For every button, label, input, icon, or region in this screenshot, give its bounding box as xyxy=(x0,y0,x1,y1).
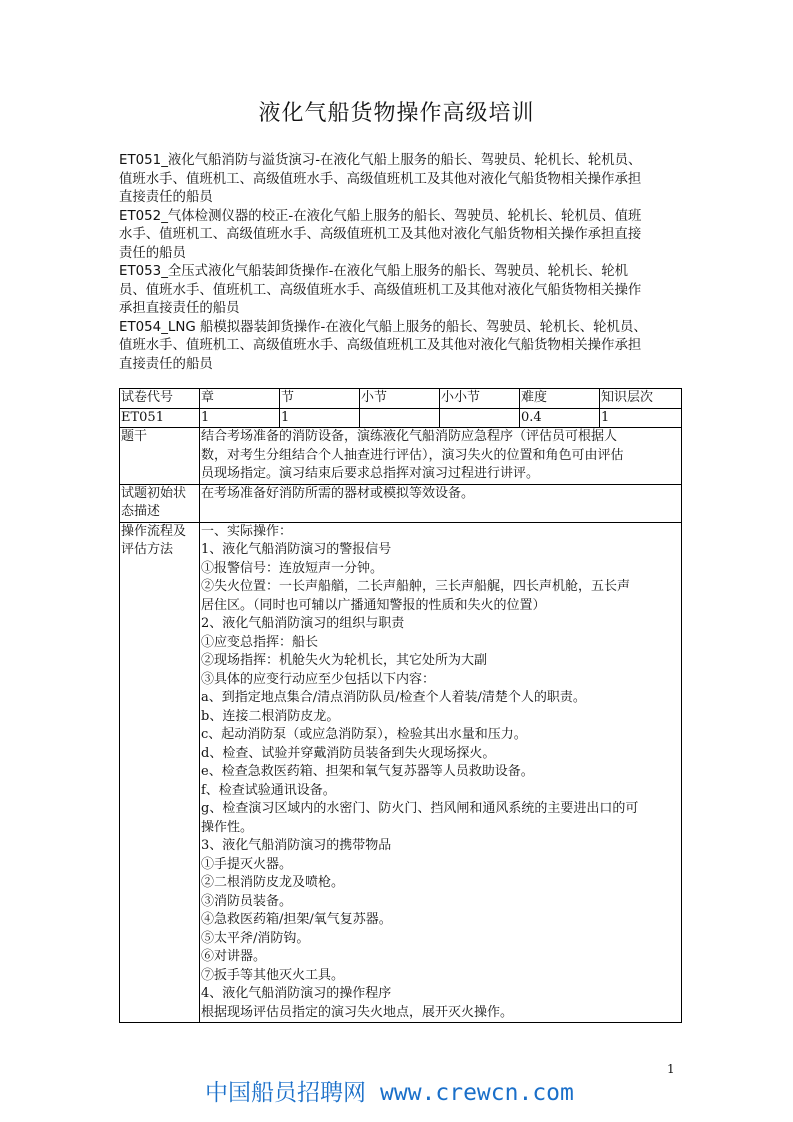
text-line: ①手提灭火器。 xyxy=(201,856,293,872)
table-cell: ET051 xyxy=(120,408,200,428)
text-line: 1、液化气船消防演习的警报信号 xyxy=(201,542,392,557)
text-line: 操作性。 xyxy=(201,819,254,835)
text-line: ②失火位置：一长声船艏，二长声船舯，三长声船艉，四长声机舱，五长声 xyxy=(201,579,631,594)
text-line: 根据现场评估员指定的演习失火地点，展开灭火操作。 xyxy=(201,1004,514,1020)
text-line: a、到指定地点集合/清点消防队员/检查个人着装/清楚个人的职责。 xyxy=(201,690,586,705)
text-line: 数，对考生分组结合个人抽查进行评估），演习失火的位置和角色可由评估 xyxy=(201,447,624,463)
process-row xyxy=(120,522,682,1023)
text-line: 操作流程及 xyxy=(121,523,187,539)
text-line: 3、液化气船消防演习的携带物品 xyxy=(201,838,392,853)
text-line: ①报警信号：连放短声一分钟。 xyxy=(201,560,384,576)
text-line: d、检查、试验并穿戴消防员装备到失火现场探火。 xyxy=(201,745,496,761)
column-header: 节 xyxy=(280,389,360,409)
intro-paragraphs xyxy=(119,152,689,374)
table-row xyxy=(120,408,682,428)
text-line: 4、液化气船消防演习的操作程序 xyxy=(201,986,392,1001)
text-line: ET052_气体检测仪器的校正-在液化气船上服务的船长、驾驶员、轮机长、轮机员、值班 xyxy=(119,208,642,224)
column-header: 章 xyxy=(200,389,280,409)
text-line: 一、实际操作： xyxy=(201,523,293,539)
table-header-row xyxy=(120,389,682,409)
stem-label: 题干 xyxy=(120,428,200,485)
text-line: 员、值班水手、值班机工、高级值班水手、高级值班机工及其他对液化气船货物相关操作 xyxy=(119,282,642,298)
column-header: 知识层次 xyxy=(600,389,682,409)
text-line: 试题初始状 xyxy=(121,485,187,501)
table-cell xyxy=(440,408,520,428)
text-line: 值班水手、值班机工、高级值班水手、高级值班机工及其他对液化气船货物相关操作承担 xyxy=(119,171,642,187)
text-line: ②现场指挥：机舱失火为轮机长，其它处所为大副 xyxy=(201,653,488,668)
stem-text xyxy=(200,428,682,485)
text-line: ②二根消防皮龙及喷枪。 xyxy=(201,875,345,890)
process-label xyxy=(120,522,200,1023)
text-line: 结合考场准备的消防设备，演练液化气船消防应急程序（评估员可根据人 xyxy=(201,429,618,444)
text-line: 态描述 xyxy=(121,504,161,519)
column-header: 试卷代号 xyxy=(120,389,200,409)
table-cell: 1 xyxy=(280,408,360,428)
text-line: ET054_LNG 船模拟器装卸货操作-在液化气船上服务的船长、驾驶员、轮机长、轮机员、 xyxy=(119,319,647,335)
page-number: 1 xyxy=(667,1062,675,1076)
table-cell: 1 xyxy=(200,408,280,428)
site-url[interactable]: www.crewcn.com xyxy=(380,1080,574,1106)
text-line: 水手、值班机工、高级值班水手、高级值班机工及其他对液化气船货物相关操作承担直接 xyxy=(119,227,642,242)
table-cell: 1 xyxy=(600,408,682,428)
exam-table xyxy=(119,388,682,1023)
text-line: 承担直接责任的船员 xyxy=(119,301,240,316)
text-line: ET051_液化气船消防与溢货演习-在液化气船上服务的船长、驾驶员、轮机长、轮机员、 xyxy=(119,153,642,168)
footer-watermark xyxy=(205,1074,574,1107)
text-line: ③具体的应变行动应至少包括以下内容： xyxy=(201,671,436,687)
site-name: 中国船员招聘网 xyxy=(205,1080,366,1106)
column-header: 小小节 xyxy=(440,389,520,409)
initial-state-row xyxy=(120,484,682,522)
text-line: ④急救医药箱/担架/氧气复苏器。 xyxy=(201,912,392,927)
text-line: 员现场指定。演习结束后要求总指挥对演习过程进行讲评。 xyxy=(201,466,540,481)
text-line: 直接责任的船员 xyxy=(119,190,213,205)
column-header: 难度 xyxy=(520,389,600,409)
initial-state-text: 在考场准备好消防所需的器材或模拟等效设备。 xyxy=(200,484,682,522)
text-line: b、连接二根消防皮龙。 xyxy=(201,708,340,724)
table-cell: 0.4 xyxy=(520,408,600,428)
text-line: ⑤太平斧/消防钩。 xyxy=(201,930,310,946)
text-line: 值班水手、值班机工、高级值班水手、高级值班机工及其他对液化气船货物相关操作承担 xyxy=(119,338,642,353)
text-line: g、检查演习区域内的水密门、防火门、挡风闸和通风系统的主要进出口的可 xyxy=(201,801,639,816)
text-line: 责任的船员 xyxy=(119,245,186,261)
text-line: ET053_全压式液化气船装卸货操作-在液化气船上服务的船长、驾驶员、轮机长、轮机 xyxy=(119,264,629,279)
text-line: ①应变总指挥：船长 xyxy=(201,634,319,650)
text-line: 直接责任的船员 xyxy=(119,356,213,372)
text-line: ③消防员装备。 xyxy=(201,893,293,909)
table-cell xyxy=(360,408,440,428)
initial-state-label xyxy=(120,484,200,522)
process-text xyxy=(200,522,682,1023)
column-header: 小节 xyxy=(360,389,440,409)
text-line: 2、液化气船消防演习的组织与职责 xyxy=(201,616,405,631)
page-title: 液化气船货物操作高级培训 xyxy=(258,101,535,126)
stem-row xyxy=(120,428,682,485)
text-line: e、检查急救医药箱、担架和氧气复苏器等人员救助设备。 xyxy=(201,764,534,779)
text-line: c、起动消防泵（或应急消防泵），检验其出水量和压力。 xyxy=(201,727,527,742)
text-line: ⑥对讲器。 xyxy=(201,949,267,964)
text-line: 居住区。（同时也可辅以广播通知警报的性质和失火的位置） xyxy=(201,597,546,613)
text-line: f、检查试验通讯设备。 xyxy=(201,782,336,798)
text-line: 评估方法 xyxy=(121,542,174,557)
text-line: ⑦扳手等其他灭火工具。 xyxy=(201,967,345,983)
